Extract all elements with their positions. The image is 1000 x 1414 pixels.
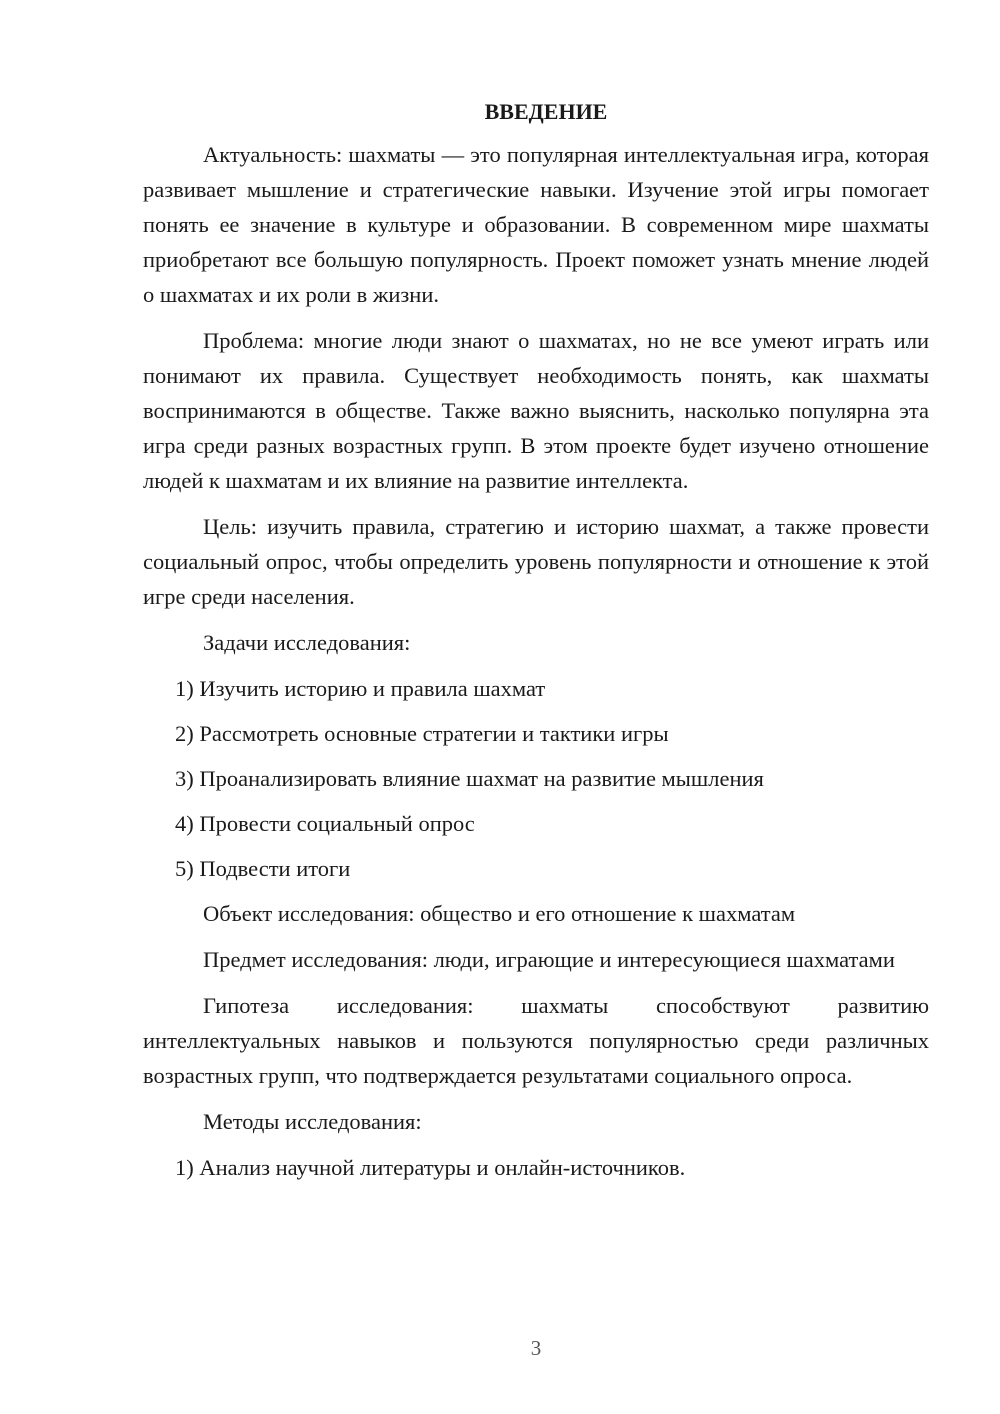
task-item: 5) Подвести итоги (175, 856, 351, 881)
section-title: ВВЕДЕНИЕ (484, 99, 608, 124)
methods-list (143, 1150, 929, 1185)
object-paragraph: Объект исследования: общество и его отношение к шахматам (203, 901, 796, 926)
methods-heading: Методы исследования: (203, 1109, 422, 1134)
subject-paragraph: Предмет исследования: люди, играющие и интересующиеся шахматами (203, 947, 895, 972)
task-item: 1) Изучить историю и правила шахмат (175, 676, 546, 701)
tasks-list (143, 671, 929, 886)
task-item: 4) Провести социальный опрос (175, 811, 475, 836)
method-item: 1) Анализ научной литературы и онлайн-источников. (175, 1155, 686, 1180)
problem-paragraph: Проблема: многие люди знают о шахматах, но не все умеют играть или понимают их правила. Существует необходимость понять, как шахматы воспринимаются в обществе. Также важно выяснить, насколько популярна эта игра среди разных возрастных групп. В этом проекте будет изучено отношение людей к шахматам и их влияние на развитие интеллекта. (143, 328, 929, 493)
page-content (143, 94, 929, 1195)
tasks-heading: Задачи исследования: (203, 630, 411, 655)
task-item: 2) Рассмотреть основные стратегии и тактики игры (175, 721, 669, 746)
page-number: 3 (530, 1336, 542, 1360)
task-item: 3) Проанализировать влияние шахмат на развитие мышления (175, 766, 764, 791)
relevance-paragraph: Актуальность: шахматы — это популярная интеллектуальная игра, которая развивает мышление и стратегические навыки. Изучение этой игры помогает понять ее значение в культуре и образовании. В современном мире шахматы приобретают все большую популярность. Проект поможет узнать мнение людей о шахматах и их роли в жизни. (143, 142, 929, 307)
goal-paragraph: Цель: изучить правила, стратегию и историю шахмат, а также провести социальный опрос, чтобы определить уровень популярности и отношение к этой игре среди населения. (143, 514, 929, 609)
hypothesis-paragraph: Гипотеза исследования: шахматы способствуют развитию интеллектуальных навыков и пользуются популярностью среди различных возрастных групп, что подтверждается результатами социального опроса. (143, 993, 929, 1088)
